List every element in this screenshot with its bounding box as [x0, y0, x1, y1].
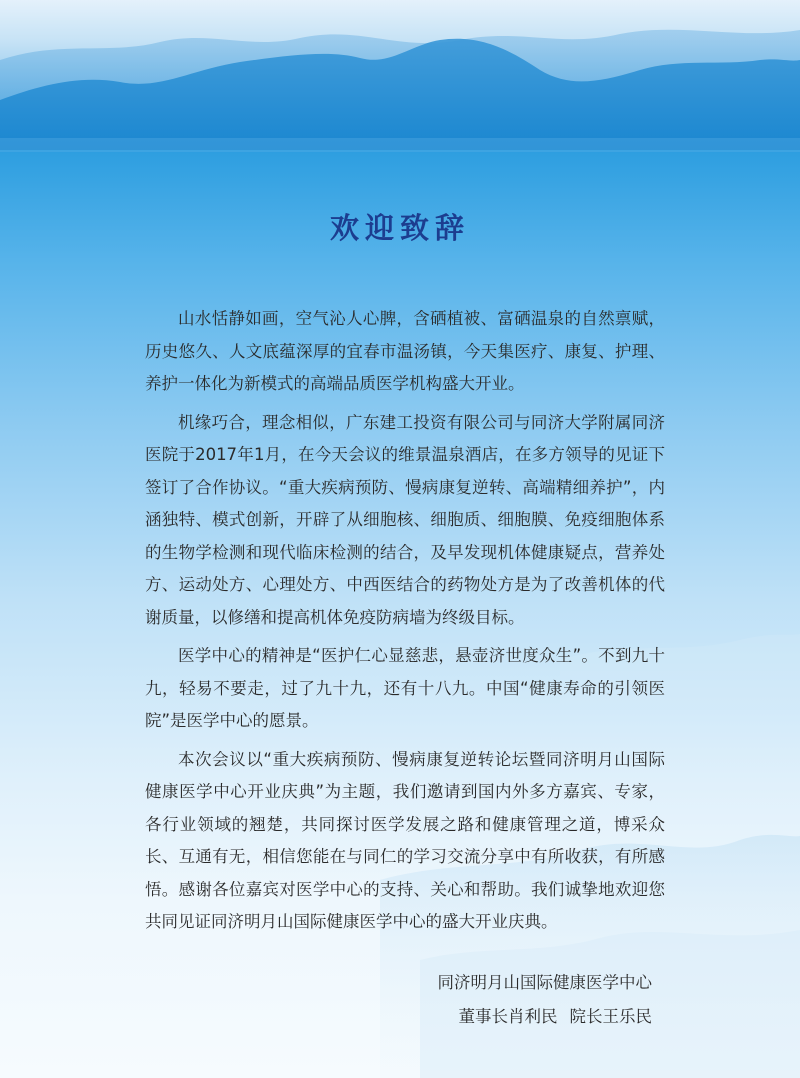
- paragraph: 机缘巧合，理念相似，广东建工投资有限公司与同济大学附属同济医院于2017年1月，在今天会议的维景温泉酒店，在多方领导的见证下签订了合作协议。“重大疾病预防、慢病康复逆转、高端精细养护”，内涵独特、模式创新，开辟了从细胞核、细胞质、细胞膜、免疫细胞体系的生物学检测和现代临床检测的结合，及早发现机体健康疑点，营养处方、运动处方、心理处方、中西医结合的药物处方是为了改善机体的代谢质量，以修缮和提高机体免疫防病墙为终级目标。: [145, 412, 665, 627]
- speech-body: [145, 303, 665, 945]
- signature-block: [438, 966, 653, 1034]
- signature-names: [438, 1000, 653, 1034]
- page-title: 欢迎致辞: [329, 211, 470, 245]
- signature-organization: 同济明月山国际健康医学中心: [437, 973, 652, 992]
- signature-president: 院长王乐民: [569, 1007, 652, 1026]
- signature-chairman: 董事长肖利民: [458, 1007, 558, 1026]
- paragraph: 本次会议以“重大疾病预防、慢病康复逆转论坛暨同济明月山国际健康医学中心开业庆典”为主题，我们邀请到国内外多方嘉宾、专家，各行业领域的翘楚，共同探讨医学发展之路和健康管理之道，博采众长、互通有无，相信您能在与同仁的学习交流分享中有所收获，有所感悟。感谢各位嘉宾对医学中心的支持、关心和帮助。我们诚挚地欢迎您共同见证同济明月山国际健康医学中心的盛大开业庆典。: [145, 749, 665, 931]
- paragraph: 医学中心的精神是“医护仁心显慈悲，悬壶济世度众生”。不到九十九，轻易不要走，过了九十九，还有十八九。中国“健康寿命的引领医院”是医学中心的愿景。: [145, 646, 665, 730]
- paragraph: 山水恬静如画，空气沁人心脾，含硒植被、富硒温泉的自然禀赋，历史悠久、人文底蕴深厚的宜春市温汤镇，今天集医疗、康复、护理、养护一体化为新模式的高端品质医学机构盛大开业。: [145, 309, 665, 393]
